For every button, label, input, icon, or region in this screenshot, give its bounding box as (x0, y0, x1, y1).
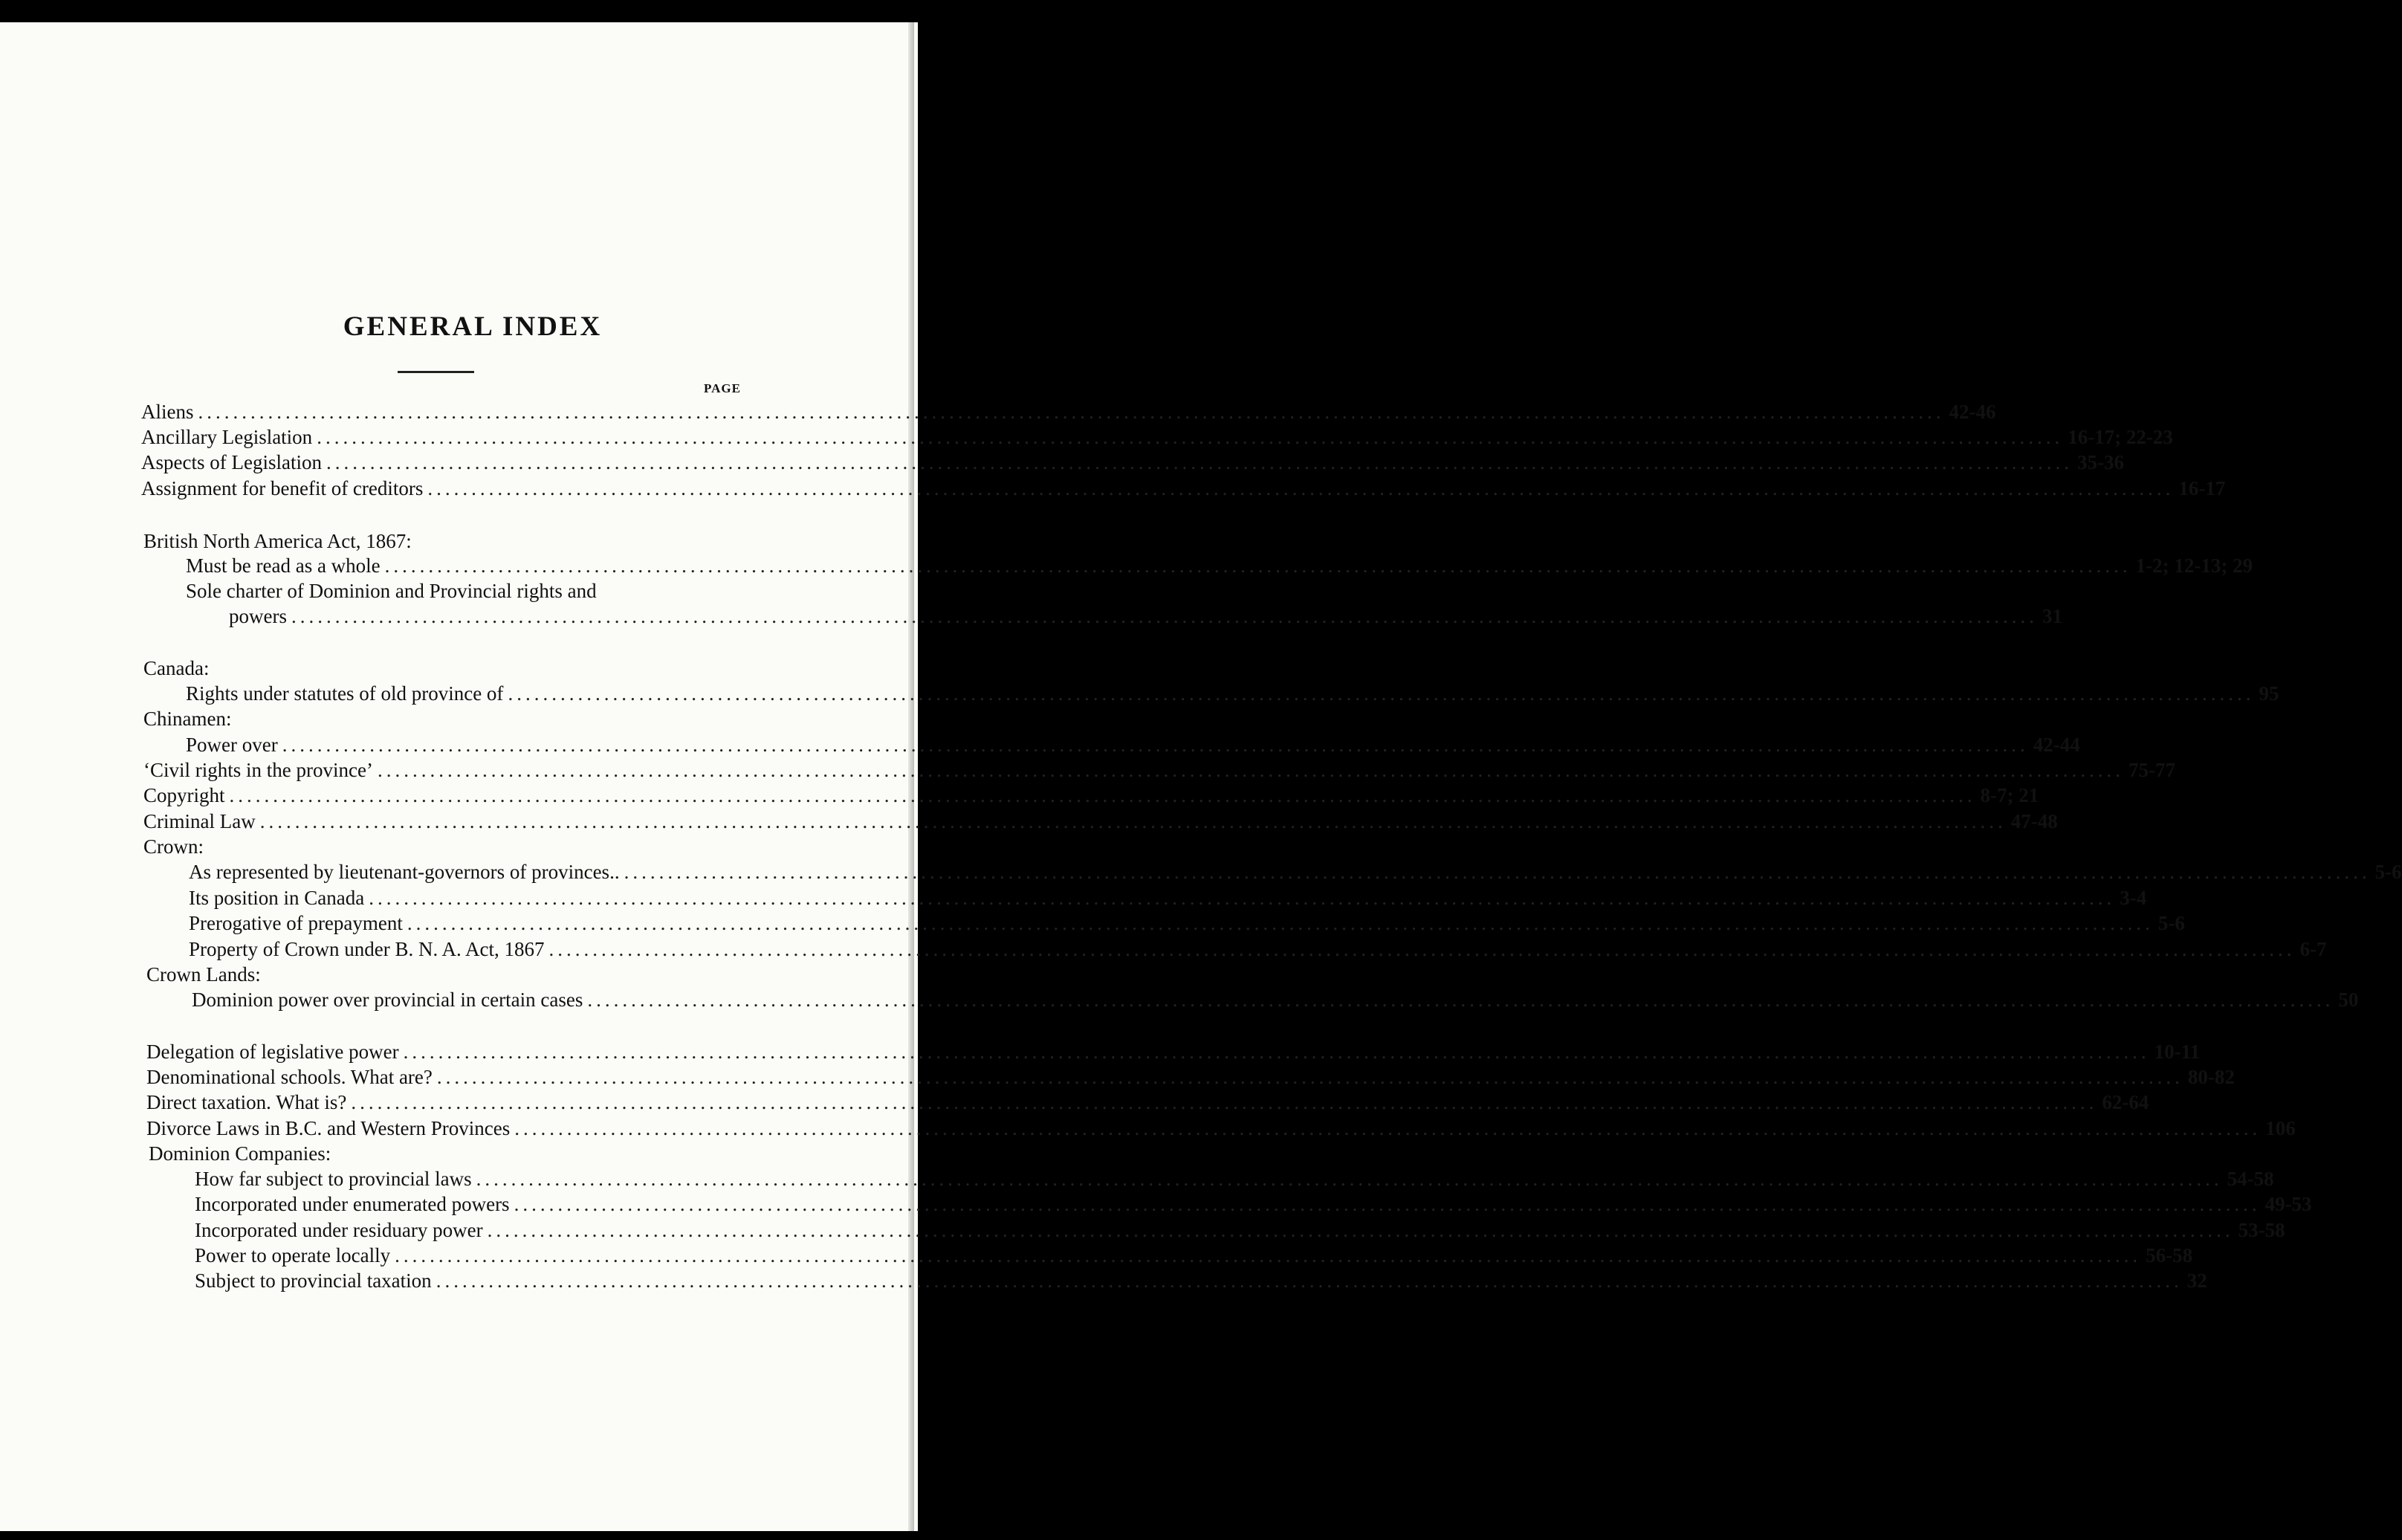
entry-text: Direct taxation. What is? (146, 1091, 347, 1113)
entry-page: 5-6 (2157, 912, 2185, 934)
index-entry (189, 887, 2147, 913)
leader-dots: ........................................................................................................................................................................................................ (229, 784, 1976, 806)
index-heading: Chinamen: (143, 708, 232, 730)
index-entry (143, 810, 2058, 837)
entry-text: powers (229, 605, 287, 627)
leader-dots: ........................................................................................................................................................................................................ (407, 912, 2154, 934)
leader-dots: ........................................................................................................................................................................................................ (624, 861, 2371, 883)
leader-dots: ........................................................................................................................................................................................................ (514, 1193, 2261, 1215)
index-entry (186, 682, 2279, 709)
index-entry (146, 1066, 2235, 1093)
entry-text: Assignment for benefit of creditors (141, 477, 424, 499)
entry-text: Dominion power over provincial in certain cases (192, 989, 583, 1011)
entry-page: 49-53 (2265, 1193, 2312, 1215)
entry-text: Ancillary Legislation (141, 426, 313, 448)
leader-dots: ........................................................................................................................................................................................................ (476, 1168, 2223, 1190)
entry-page: 75-77 (2128, 759, 2175, 781)
entry-text: As represented by lieutenant-governors of provinces.. (189, 861, 620, 883)
entry-page: 42-44 (2033, 734, 2080, 756)
leader-dots: ........................................................................................................................................................................................................ (436, 1066, 2184, 1088)
entry-page: 5-6 (2375, 861, 2402, 883)
page-title: GENERAL INDEX (343, 311, 603, 342)
entry-page: 10-11 (2154, 1041, 2201, 1063)
leader-dots: ........................................................................................................................................................................................................ (395, 1244, 2142, 1266)
index-entry (195, 1269, 2207, 1296)
index-heading: Crown Lands: (146, 963, 261, 986)
entry-text: Denominational schools. What are? (146, 1066, 433, 1088)
entry-text: Criminal Law (143, 810, 256, 832)
entry-text: Property of Crown under B. N. A. Act, 1867 (189, 938, 545, 960)
index-entry (186, 734, 2080, 760)
index-heading: Crown: (143, 835, 204, 858)
entry-text: ‘Civil rights in the province’ (143, 759, 373, 781)
entry-text: Divorce Laws in B.C. and Western Provinces (146, 1117, 511, 1139)
index-entry (146, 1041, 2201, 1067)
index-heading: Dominion Companies: (149, 1142, 331, 1165)
entry-text: Subject to provincial taxation (195, 1269, 432, 1292)
entry-page: 53-58 (2238, 1219, 2285, 1241)
leader-dots: ........................................................................................................................................................................................................ (508, 682, 2255, 705)
entry-page: 16-17; 22-23 (2068, 426, 2173, 448)
entry-page: 95 (2259, 682, 2279, 705)
entry-page: 1-2; 12-13; 29 (2135, 554, 2253, 577)
leader-dots: ........................................................................................................................................................................................................ (259, 810, 2007, 832)
entry-text: Rights under statutes of old province of (186, 682, 504, 705)
entry-text: Must be read as a whole (186, 554, 381, 577)
index-entry (186, 554, 2253, 581)
leader-dots: ........................................................................................................................................................................................................ (351, 1091, 2098, 1113)
leader-dots: ........................................................................................................................................................................................................ (587, 989, 2334, 1011)
entry-page: 42-46 (1949, 401, 1996, 423)
index-entry (141, 401, 1996, 427)
entry-text: How far subject to provincial laws (195, 1168, 472, 1190)
entry-page: 3-4 (2120, 887, 2147, 909)
index-entry (146, 1117, 2296, 1144)
index-entry (192, 989, 2359, 1015)
leader-dots: ........................................................................................................................................................................................................ (436, 1269, 2183, 1292)
index-entry (189, 912, 2185, 939)
leader-dots: ........................................................................................................................................................................................................ (548, 938, 2296, 960)
entry-page: 32 (2186, 1269, 2207, 1292)
entry-page: 6-7 (2299, 938, 2327, 960)
entry-page: 35-36 (2076, 451, 2124, 473)
index-entry (195, 1168, 2274, 1194)
entry-page: 62-64 (2102, 1091, 2149, 1113)
entry-text: Its position in Canada (189, 887, 365, 909)
leader-dots: ........................................................................................................................................................................................................ (291, 605, 2038, 627)
entry-text: Delegation of legislative power (146, 1041, 399, 1063)
index-entry (141, 426, 2173, 453)
entry-text: Incorporated under residuary power (195, 1219, 483, 1241)
leader-dots: ........................................................................................................................................................................................................ (369, 887, 2116, 909)
entry-page: 31 (2042, 605, 2062, 627)
entry-page: 80-82 (2187, 1066, 2235, 1088)
entry-page: 106 (2265, 1117, 2296, 1139)
entry-text: Incorporated under enumerated powers (195, 1193, 510, 1215)
entry-text: Prerogative of prepayment (189, 912, 403, 934)
leader-dots: ........................................................................................................................................................................................................ (403, 1041, 2150, 1063)
index-entry (189, 938, 2327, 965)
leader-dots: ........................................................................................................................................................................................................ (384, 554, 2131, 577)
entry-page: 16-17 (2178, 477, 2226, 499)
leader-dots: ........................................................................................................................................................................................................ (514, 1117, 2262, 1139)
index-entry (146, 1091, 2149, 1118)
leader-dots: ........................................................................................................................................................................................................ (326, 451, 2073, 473)
index-entry (141, 477, 2226, 504)
entry-text: Aliens (141, 401, 194, 423)
entry-page: 54-58 (2227, 1168, 2274, 1190)
index-entry (195, 1193, 2312, 1220)
index-entry (141, 451, 2124, 478)
index-heading: British North America Act, 1867: (143, 530, 412, 552)
index-entry (143, 784, 2039, 811)
leader-dots: ........................................................................................................................................................................................................ (198, 401, 1945, 423)
index-entry (143, 759, 2175, 786)
leader-dots: ........................................................................................................................................................................................................ (487, 1219, 2234, 1241)
entry-text: Aspects of Legislation (141, 451, 322, 473)
leader-dots: ........................................................................................................................................................................................................ (282, 734, 2029, 756)
entry-text: Power to operate locally (195, 1244, 391, 1266)
index-entry (195, 1244, 2193, 1271)
entry-page: 47-48 (2010, 810, 2058, 832)
entry-page: 56-58 (2146, 1244, 2193, 1266)
index-subheading: Sole charter of Dominion and Provincial rights and (186, 580, 597, 602)
leader-dots: ........................................................................................................................................................................................................ (317, 426, 2064, 448)
index-entry (229, 605, 2062, 632)
index-heading: Canada: (143, 657, 210, 679)
index-entry (195, 1219, 2285, 1246)
leader-dots: ........................................................................................................................................................................................................ (377, 759, 2124, 781)
index-entry (189, 861, 2402, 887)
entry-text: Copyright (143, 784, 225, 806)
entry-page: 50 (2338, 989, 2359, 1011)
entry-page: 8-7; 21 (1980, 784, 2039, 806)
entry-text: Power over (186, 734, 278, 756)
leader-dots: ........................................................................................................................................................................................................ (427, 477, 2175, 499)
page-column-header: PAGE (704, 381, 741, 395)
